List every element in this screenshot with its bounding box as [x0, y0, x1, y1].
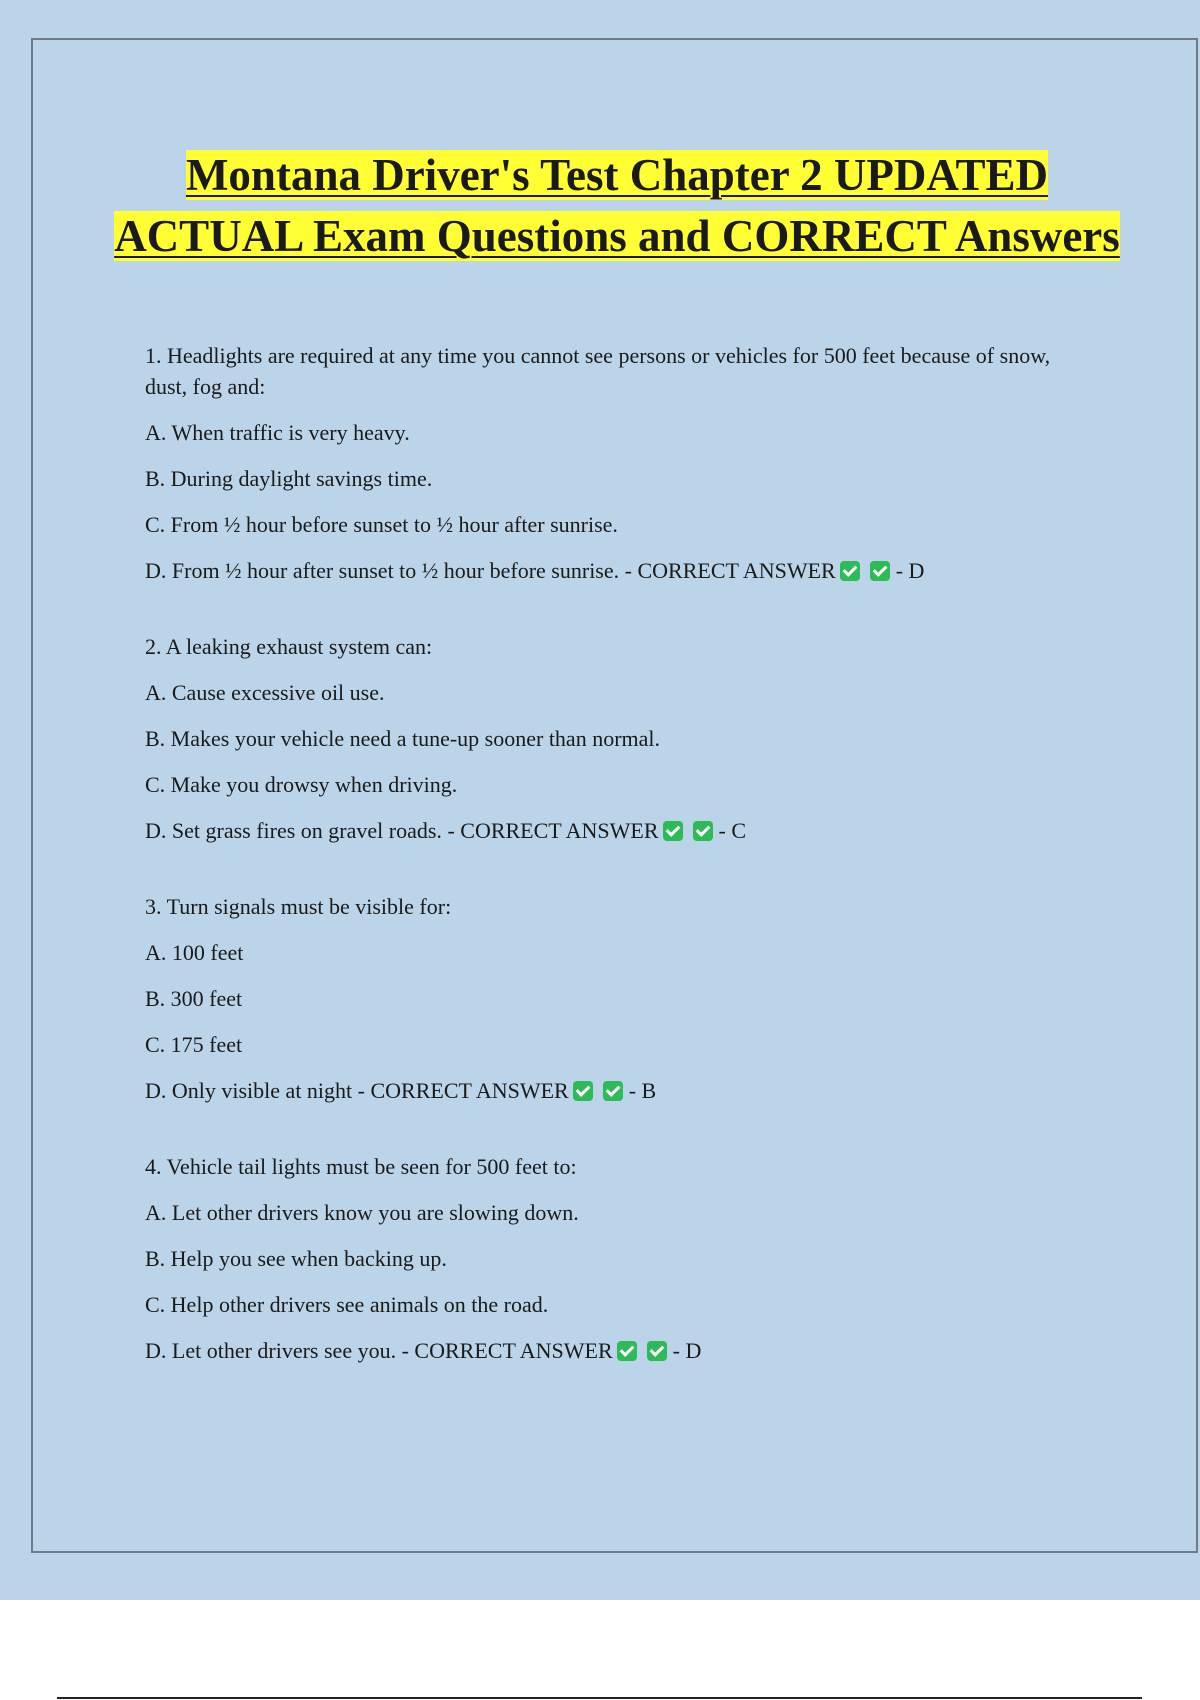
question-1-option-c: C. From ½ hour before sunset to ½ hour after sunrise.: [145, 512, 618, 537]
question-3-stem: 3. Turn signals must be visible for:: [145, 894, 452, 919]
question-1-option-d: D. From ½ hour after sunset to ½ hour before sunrise.: [145, 558, 620, 583]
question-4-stem: 4. Vehicle tail lights must be seen for 500 feet to:: [145, 1154, 577, 1179]
question-3-option-d: D. Only visible at night: [145, 1078, 353, 1103]
question-2-option-d-answer: [145, 815, 1095, 846]
question-4-answer: - D: [672, 1338, 702, 1363]
answer-prefix: - CORRECT ANSWER: [624, 558, 836, 583]
question-4-option-d: D. Let other drivers see you.: [145, 1338, 397, 1363]
question-1: [145, 340, 1095, 586]
question-2-option-c: C. Make you drowsy when driving.: [145, 772, 458, 797]
question-2-stem: 2. A leaking exhaust system can:: [145, 634, 433, 659]
question-1-stem: 1. Headlights are required at any time you cannot see persons or vehicles for 500 feet because of snow, dust, fog and:: [145, 343, 1051, 399]
question-3-option-a: A. 100 feet: [145, 940, 244, 965]
question-3-option-b: B. 300 feet: [145, 986, 243, 1011]
check-mark-icon: [617, 1341, 637, 1361]
question-4-option-a: A. Let other drivers know you are slowing down.: [145, 1200, 579, 1225]
question-1-option-a: A. When traffic is very heavy.: [145, 420, 410, 445]
question-1-option-b: B. During daylight savings time.: [145, 466, 433, 491]
question-2-answer: - C: [718, 818, 746, 843]
check-mark-icon: [663, 821, 683, 841]
question-list: [145, 340, 1095, 1366]
question-2: [145, 631, 1095, 846]
question-2-option-b: B. Makes your vehicle need a tune-up sooner than normal.: [145, 726, 661, 751]
check-mark-icon: [870, 561, 890, 581]
check-mark-icon: [693, 821, 713, 841]
question-4-option-b: B. Help you see when backing up.: [145, 1246, 447, 1271]
check-mark-icon: [647, 1341, 667, 1361]
question-spacer: [145, 846, 1095, 891]
document-title: [100, 145, 1134, 267]
question-1-answer: - D: [895, 558, 925, 583]
question-spacer: [145, 1106, 1095, 1151]
title-text: Montana Driver's Test Chapter 2 UPDATED ACTUAL Exam Questions and CORRECT Answers: [114, 150, 1120, 261]
question-2-option-a: A. Cause excessive oil use.: [145, 680, 385, 705]
answer-prefix: - CORRECT ANSWER: [401, 1338, 613, 1363]
check-mark-icon: [573, 1081, 593, 1101]
question-3-answer: - B: [628, 1078, 657, 1103]
question-4: [145, 1151, 1095, 1366]
question-4-option-c: C. Help other drivers see animals on the road.: [145, 1292, 549, 1317]
question-3-option-c: C. 175 feet: [145, 1032, 243, 1057]
question-1-option-d-answer: [145, 555, 1095, 586]
answer-prefix: - CORRECT ANSWER: [357, 1078, 569, 1103]
answer-prefix: - CORRECT ANSWER: [447, 818, 659, 843]
question-3-option-d-answer: [145, 1075, 1095, 1106]
question-2-option-d: D. Set grass fires on gravel roads.: [145, 818, 442, 843]
question-4-option-d-answer: [145, 1335, 1095, 1366]
question-3: [145, 891, 1095, 1106]
question-spacer: [145, 586, 1095, 631]
footer-divider: [57, 1697, 1142, 1699]
check-mark-icon: [603, 1081, 623, 1101]
check-mark-icon: [840, 561, 860, 581]
